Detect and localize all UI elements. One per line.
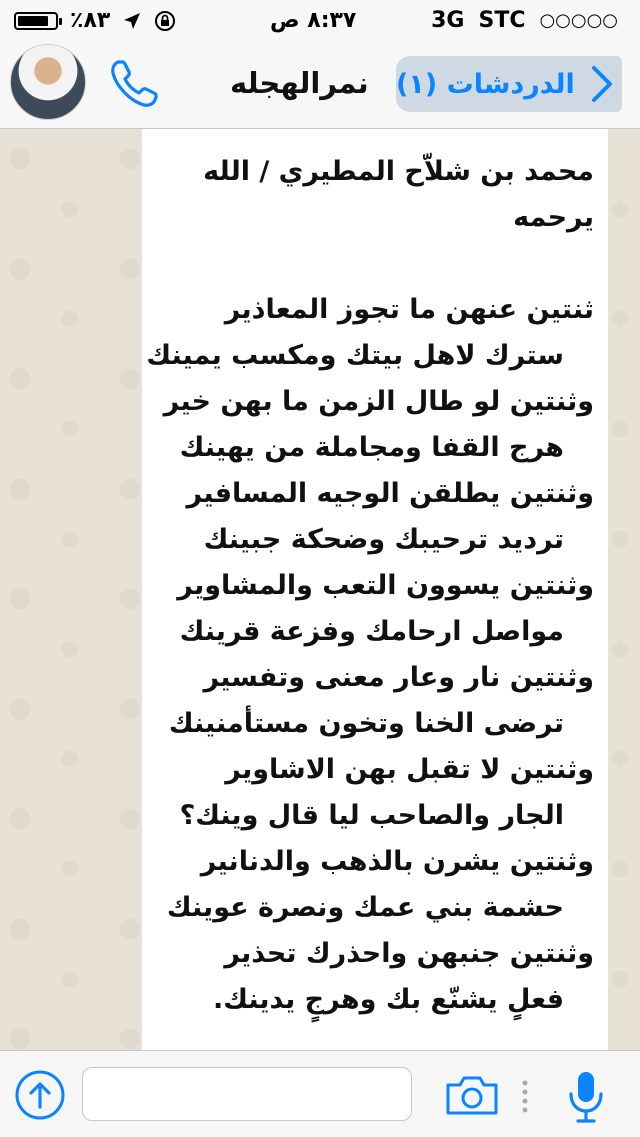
message-text <box>146 149 594 1023</box>
message-line: سترك لاهل بيتك ومكسب يمينك <box>146 340 564 371</box>
carrier-name: STC <box>478 8 526 33</box>
chat-area[interactable] <box>0 129 640 1050</box>
chevron-right-icon <box>586 64 616 104</box>
status-left <box>14 8 176 33</box>
message-line: الجار والصاحب ليا قال وينك؟ <box>179 800 564 831</box>
message-line: هرج القفا ومجاملة من يهينك <box>179 432 564 463</box>
rotation-lock-icon <box>154 10 176 32</box>
message-spacer <box>156 241 594 287</box>
message-line: ترضى الخنا وتخون مستأمنينك <box>168 708 564 739</box>
camera-icon[interactable] <box>444 1073 500 1117</box>
input-toolbar <box>0 1050 640 1137</box>
status-bar <box>0 0 640 40</box>
more-dots-icon <box>520 1077 530 1117</box>
message-line: ترديد ترحيبك وضحكة جبينك <box>203 524 564 555</box>
message-line: يرحمه <box>513 202 594 233</box>
upload-icon[interactable] <box>14 1069 66 1121</box>
location-icon <box>122 11 142 31</box>
message-input[interactable] <box>82 1067 412 1121</box>
phone-icon[interactable] <box>104 54 164 114</box>
back-button[interactable] <box>396 56 622 112</box>
message-line: وثنتين لا تقبل بهن الاشاوير <box>225 754 594 785</box>
status-right <box>431 8 618 33</box>
battery-icon <box>14 12 58 30</box>
message-line: مواصل ارحامك وفزعة قرينك <box>179 616 564 647</box>
message-line: وثنتين نار وعار معنى وتفسير <box>203 662 594 693</box>
back-label: الدردشات (١) <box>396 68 575 100</box>
battery-percent: ٪٨٣ <box>70 8 111 33</box>
microphone-icon[interactable] <box>566 1069 606 1125</box>
status-time: ٨:٣٧ ص <box>270 8 357 33</box>
message-line: وثنتين لو طال الزمن ما بهن خير <box>163 386 594 417</box>
message-bubble[interactable] <box>142 129 608 1050</box>
message-line: وثنتين يطلقن الوجيه المسافير <box>186 478 594 509</box>
message-line: وثنتين جنبهن واحذرك تحذير <box>224 938 594 969</box>
message-line: فعلٍ يشنّع بك وهرجٍ يدينك. <box>212 984 564 1015</box>
message-line: وثنتين يسوون التعب والمشاوير <box>177 570 594 601</box>
message-line: ثنتين عنهن ما تجوز المعاذير <box>224 294 594 325</box>
signal-strength: ○○○○○ <box>539 10 618 31</box>
contact-avatar[interactable] <box>10 44 86 120</box>
network-type: 3G <box>431 8 465 33</box>
message-line: وثنتين يشرن بالذهب والدنانير <box>200 846 594 877</box>
contact-name[interactable]: نمرالهجله <box>230 66 369 100</box>
message-line: حشمة بني عمك ونصرة عوينك <box>166 892 564 923</box>
chat-header <box>0 40 640 129</box>
message-line: محمد بن شلاّح المطيري / الله <box>203 156 594 187</box>
